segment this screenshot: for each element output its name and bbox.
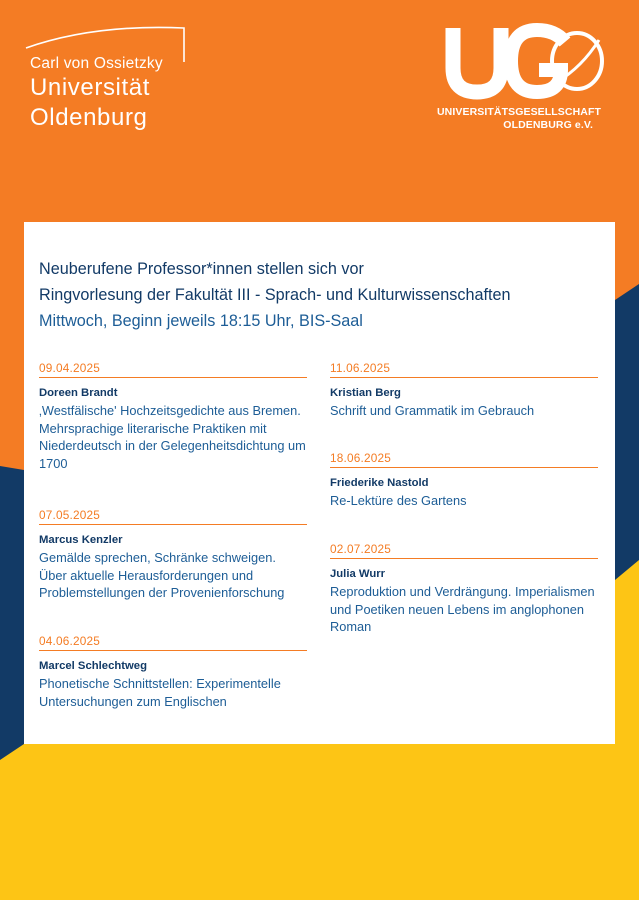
- event-speaker: Marcel Schlechtweg: [39, 660, 147, 672]
- event-speaker: Kristian Berg: [330, 387, 401, 399]
- university-name-line1: Carl von Ossietzky: [30, 55, 163, 72]
- event-item: [330, 451, 598, 510]
- lecture-series-title: Neuberufene Professor*innen stellen sich vor: [39, 260, 364, 278]
- event-date: 11.06.2025: [330, 361, 598, 378]
- university-logo: [24, 22, 194, 134]
- event-speaker: Julia Wurr: [330, 568, 386, 580]
- event-item: [330, 542, 598, 636]
- event-speaker: Friederike Nastold: [330, 477, 429, 489]
- ugo-logo-mark: [437, 22, 617, 102]
- event-title: Schrift und Grammatik im Gebrauch: [330, 403, 535, 418]
- society-name-line2: OLDENBURG e.V.: [503, 119, 593, 131]
- lecture-series-info: Mittwoch, Beginn jeweils 18:15 Uhr, BIS-Saal: [39, 312, 363, 330]
- event-date: 09.04.2025: [39, 361, 307, 378]
- event-title: Re-Lektüre des Gartens: [330, 493, 467, 508]
- program-card: [24, 222, 615, 744]
- event-date: 07.05.2025: [39, 508, 307, 525]
- event-item: [39, 508, 307, 602]
- event-item: [39, 361, 307, 472]
- event-date: 18.06.2025: [330, 451, 598, 468]
- event-title: ‚Westfälische' Hochzeitsgedichte aus Bremen. Mehrsprachige literarische Praktiken mit Niederdeutsch in der Gelegenheitsdichtung um 1700: [39, 403, 306, 471]
- university-name-line2: Universität: [30, 74, 150, 101]
- event-title: Phonetische Schnittstellen: Experimentelle Untersuchungen zum Englischen: [39, 676, 281, 709]
- society-name-line1: UNIVERSITÄTSGESELLSCHAFT: [437, 106, 601, 118]
- event-speaker: Doreen Brandt: [39, 387, 118, 399]
- event-title: Gemälde sprechen, Schränke schweigen. Über aktuelle Herausforderungen und Problemstellungen der Provenienforschung: [39, 550, 285, 600]
- event-speaker: Marcus Kenzler: [39, 534, 123, 546]
- event-item: [39, 634, 307, 710]
- event-date: 04.06.2025: [39, 634, 307, 651]
- event-item: [330, 361, 598, 420]
- ugo-logo: [437, 22, 617, 132]
- event-title: Reproduktion und Verdrängung. Imperialismen und Poetiken neuen Lebens im anglophonen Roman: [330, 584, 595, 634]
- lecture-series-subtitle: Ringvorlesung der Fakultät III - Sprach- und Kulturwissenschaften: [39, 286, 511, 304]
- university-name-line3: Oldenburg: [30, 104, 148, 131]
- event-date: 02.07.2025: [330, 542, 598, 559]
